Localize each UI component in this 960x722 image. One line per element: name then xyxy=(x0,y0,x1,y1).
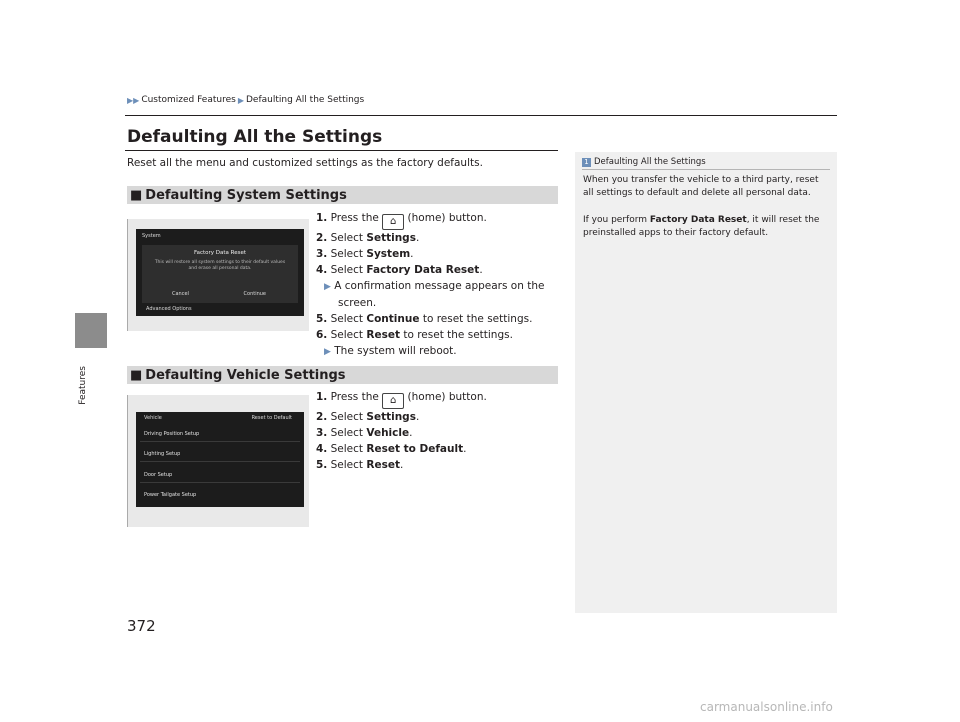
dialog-cancel-button[interactable]: Cancel xyxy=(172,291,189,297)
step-text: Select xyxy=(330,411,364,423)
step-text: Select xyxy=(330,329,364,341)
step-keyword: Reset xyxy=(366,329,400,341)
step-text: . xyxy=(400,459,404,471)
step-keyword: Factory Data Reset xyxy=(366,264,480,276)
step xyxy=(316,230,544,246)
dialog-title: Factory Data Reset xyxy=(193,250,247,256)
step-number: 5. xyxy=(316,313,328,325)
note-keyword: Factory Data Reset xyxy=(649,215,747,225)
screen-top-label: System xyxy=(142,233,161,239)
menu-row[interactable]: Lighting Setup xyxy=(140,446,300,462)
page-number: 372 xyxy=(127,617,156,635)
step-text: . xyxy=(415,232,420,244)
step-sub xyxy=(316,343,544,360)
breadcrumb xyxy=(127,95,364,105)
step-number: 3. xyxy=(316,427,328,439)
section-title: Defaulting Vehicle Settings xyxy=(145,367,346,383)
result-arrow-icon: ▶ xyxy=(324,282,331,292)
step-text: Select xyxy=(330,443,364,455)
step xyxy=(316,311,544,327)
step-text: Select xyxy=(330,427,364,439)
step-text: Select xyxy=(330,264,364,276)
result-arrow-icon: ▶ xyxy=(324,347,331,357)
step-text: Select xyxy=(330,248,364,260)
square-bullet-icon: ■ xyxy=(130,367,143,383)
system-steps xyxy=(316,210,544,360)
step-result: The system will reboot. xyxy=(334,345,457,357)
step-text: . xyxy=(479,264,483,276)
step xyxy=(316,327,544,343)
screen-display xyxy=(136,229,304,316)
step xyxy=(316,210,544,230)
step-keyword: Settings xyxy=(366,232,416,244)
step-text: . xyxy=(415,411,420,423)
step-text: Select xyxy=(330,313,364,325)
step-number: 1. xyxy=(316,391,328,403)
section-tab xyxy=(75,313,107,348)
step-text: (home) button. xyxy=(407,391,487,403)
title-rule xyxy=(125,150,558,151)
dialog-continue-button[interactable]: Continue xyxy=(243,291,266,297)
step-text: . xyxy=(463,443,467,455)
note-rule xyxy=(582,169,830,170)
step-cont: screen. xyxy=(338,297,377,309)
note-text: , it will reset the preinstalled apps to their factory default. xyxy=(583,215,820,238)
step-number: 1. xyxy=(316,212,328,224)
page-title: Defaulting All the Settings xyxy=(127,127,383,147)
breadcrumb-item[interactable]: Customized Features xyxy=(141,95,236,105)
breadcrumb-arrow-icon: ▶▶ xyxy=(127,95,140,105)
home-icon: ⌂ xyxy=(382,214,404,230)
step-number: 2. xyxy=(316,232,328,244)
step-number: 6. xyxy=(316,329,328,341)
step-text: . xyxy=(409,427,413,439)
step-text: Press the xyxy=(330,391,379,403)
note-text: If you perform xyxy=(583,215,648,225)
vehicle-screen-image xyxy=(127,395,309,527)
step xyxy=(316,425,487,441)
menu-row[interactable]: Door Setup xyxy=(140,467,300,483)
menu-row[interactable]: Driving Position Setup xyxy=(140,426,300,442)
dialog-text: This will restore all system settings to their default values and erase all personal data. xyxy=(154,260,286,271)
note-title: Defaulting All the Settings xyxy=(594,157,706,167)
watermark: carmanualsonline.info xyxy=(700,700,833,714)
section-heading-vehicle xyxy=(127,366,558,384)
note-heading xyxy=(582,157,706,167)
step-keyword: Continue xyxy=(366,313,420,325)
note-paragraph xyxy=(583,214,828,240)
section-title: Defaulting System Settings xyxy=(145,187,347,203)
reset-dialog xyxy=(142,245,298,303)
step-sub xyxy=(316,278,544,295)
square-bullet-icon: ■ xyxy=(130,187,143,203)
step-keyword: Reset to Default xyxy=(366,443,464,455)
screen-header-right: Reset to Default xyxy=(251,415,292,421)
step-keyword: System xyxy=(366,248,411,260)
header-rule xyxy=(125,115,837,116)
breadcrumb-item[interactable]: Defaulting All the Settings xyxy=(245,95,365,105)
step xyxy=(316,262,544,278)
step-keyword: Settings xyxy=(366,411,416,423)
step xyxy=(316,409,487,425)
screen-header: Vehicle xyxy=(144,415,162,421)
screen-bottom-label: Advanced Options xyxy=(146,306,192,312)
step-text: Press the xyxy=(330,212,379,224)
side-label: Features xyxy=(78,366,88,405)
step xyxy=(316,457,487,473)
step-text: Select xyxy=(330,232,364,244)
step-number: 3. xyxy=(316,248,328,260)
step-text: . xyxy=(410,248,414,260)
home-icon: ⌂ xyxy=(382,393,404,409)
section-heading-system xyxy=(127,186,558,204)
step-number: 2. xyxy=(316,411,328,423)
breadcrumb-arrow-icon: ▶ xyxy=(237,95,244,105)
step xyxy=(316,441,487,457)
intro-text: Reset all the menu and customized settings as the factory defaults. xyxy=(127,157,483,169)
step-result: A confirmation message appears on the xyxy=(334,280,545,292)
step-text: (home) button. xyxy=(407,212,487,224)
step-text: to reset the settings. xyxy=(422,313,533,325)
system-screen-image xyxy=(127,219,309,331)
step-number: 5. xyxy=(316,459,328,471)
step-number: 4. xyxy=(316,443,328,455)
screen-display xyxy=(136,412,304,507)
step-number: 4. xyxy=(316,264,328,276)
step-keyword: Vehicle xyxy=(366,427,410,439)
step-keyword: Reset xyxy=(366,459,400,471)
step-text: Select xyxy=(330,459,364,471)
menu-row[interactable]: Power Tailgate Setup xyxy=(144,492,197,498)
step-text: to reset the settings. xyxy=(403,329,513,341)
note-number: 1 xyxy=(582,158,591,167)
step xyxy=(316,389,487,409)
vehicle-steps xyxy=(316,389,487,473)
step xyxy=(316,246,544,262)
note-paragraph: When you transfer the vehicle to a third party, reset all settings to default and delete all personal data. xyxy=(583,175,819,198)
